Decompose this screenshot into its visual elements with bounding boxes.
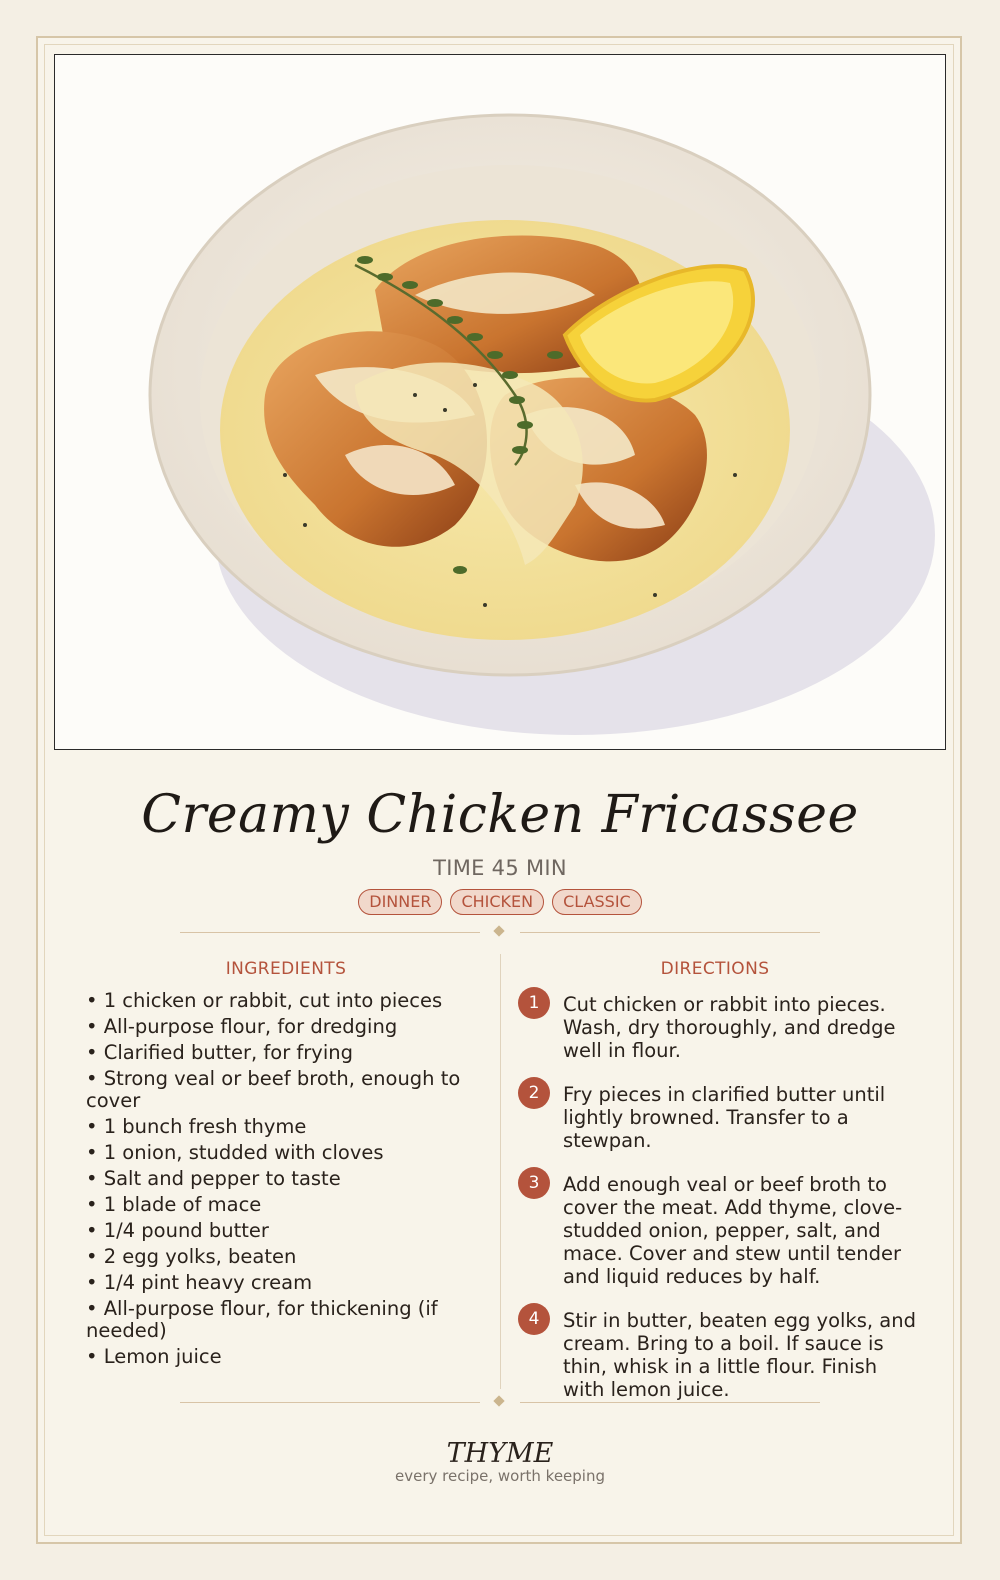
step-text: Cut chicken or rabbit into pieces. Wash, dry thoroughly, and dredge well in flour. (563, 993, 896, 1062)
direction-step (518, 1173, 918, 1288)
ingredient-item: • Lemon juice (86, 1345, 222, 1368)
brand-logo: THYME (446, 1438, 554, 1469)
column-divider (500, 954, 501, 1389)
step-number-badge: 3 (518, 1167, 550, 1199)
ingredient-item: • 1/4 pound butter (86, 1219, 269, 1242)
ingredient-item: • 1 blade of mace (86, 1193, 262, 1216)
cook-time: TIME 45 MIN (433, 856, 567, 880)
ingredient-item: • All-purpose flour, for thickening (if needed) (86, 1297, 438, 1342)
step-text: Add enough veal or beef broth to cover the meat. Add thyme, clove-studded onion, pepper, salt, and mace. Cover and stew until tender and liquid reduces by half. (563, 1173, 903, 1288)
tag-list (0, 889, 1000, 915)
tag-classic[interactable]: CLASSIC (552, 889, 642, 915)
section-divider-top (180, 925, 820, 939)
ingredient-item: • Clarified butter, for frying (86, 1041, 354, 1064)
ingredient-item: • 1 chicken or rabbit, cut into pieces (86, 989, 443, 1012)
ingredient-item: • 1 onion, studded with cloves (86, 1141, 384, 1164)
ingredient-item: • 1/4 pint heavy cream (86, 1271, 313, 1294)
recipe-photo (54, 54, 946, 750)
step-number-badge: 2 (518, 1077, 550, 1109)
step-text: Fry pieces in clarified butter until lightly browned. Transfer to a stewpan. (563, 1083, 886, 1152)
recipe-title: Creamy Chicken Fricassee (141, 785, 859, 845)
direction-step (518, 1309, 918, 1401)
ingredient-item: • 2 egg yolks, beaten (86, 1245, 297, 1268)
step-number-badge: 1 (518, 987, 550, 1019)
diamond-ornament-icon (493, 1395, 504, 1406)
brand-tagline: every recipe, worth keeping (394, 1467, 605, 1485)
direction-step (518, 1083, 918, 1152)
direction-step (518, 993, 918, 1062)
directions-heading: DIRECTIONS (660, 959, 770, 979)
ingredient-item: • 1 bunch fresh thyme (86, 1115, 307, 1138)
tag-chicken[interactable]: CHICKEN (450, 889, 544, 915)
step-text: Stir in butter, beaten egg yolks, and cream. Bring to a boil. If sauce is thin, whisk in a little flour. Finish with lemon juice. (563, 1309, 916, 1401)
section-divider-bottom (180, 1395, 820, 1409)
directions-list (518, 993, 918, 1422)
ingredient-item: • Strong veal or beef broth, enough to cover (86, 1067, 461, 1112)
ingredients-heading: INGREDIENTS (225, 959, 347, 979)
ingredient-item: • All-purpose flour, for dredging (86, 1015, 398, 1038)
ingredient-item: • Salt and pepper to taste (86, 1167, 341, 1190)
step-number-badge: 4 (518, 1303, 550, 1335)
diamond-ornament-icon (493, 925, 504, 936)
ingredients-list (86, 990, 466, 1372)
dish-illustration (55, 55, 946, 750)
tag-dinner[interactable]: DINNER (358, 889, 442, 915)
